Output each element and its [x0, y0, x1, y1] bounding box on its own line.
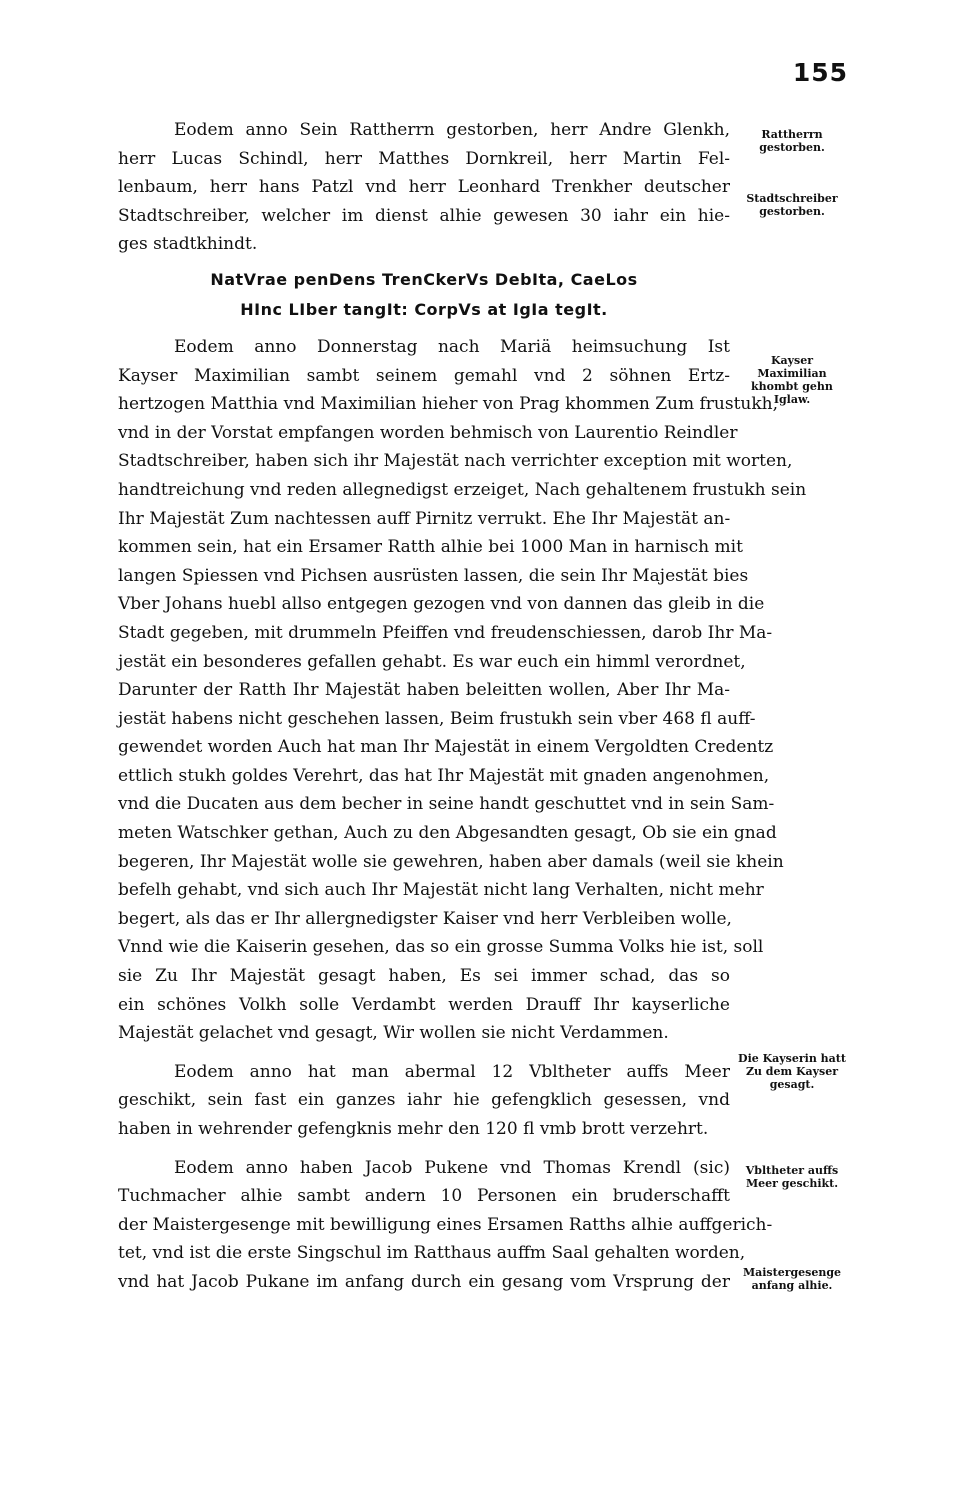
text-line: Eodem anno Donnerstag nach Mariä heimsuchung Ist [174, 336, 730, 357]
text-line: der Maistergesenge mit bewilligung eines Ersamen Ratths alhie auffgerich- [118, 1214, 773, 1235]
chronogram-line-2: HInc LIber tangIt: CorpVs at IgIa tegIt. [240, 299, 608, 319]
text-line: Vber Johans huebl allso entgegen gezogen vnd von dannen das gleib in die [118, 594, 765, 615]
text-line: befelh gehabt, vnd sich auch Ihr Majestät nicht lang Verhalten, nicht mehr [118, 880, 764, 901]
text-line: Stadtschreiber, haben sich ihr Majestät nach verrichter exception mit worten, [118, 451, 793, 472]
margin-note-empress: Die Kayserin hatt Zu dem Kayser gesagt. [738, 1052, 846, 1091]
text-line: begeren, Ihr Majestät wolle sie gewehren, haben aber damals (weil sie khein [118, 851, 784, 872]
text-line: vnd in der Vorstat empfangen worden behmisch von Laurentio Reindler [118, 422, 738, 443]
page-number: 155 [792, 58, 848, 87]
text-line: Kayser Maximilian sambt seinem gemahl vnd 2 söhnen Ertz- [118, 365, 730, 386]
text-line: Majestät gelachet vnd gesagt, Wir wollen sie nicht Verdammen. [118, 1023, 669, 1044]
margin-note-emperor: Kayser Maximilian khombt gehn Iglaw. [751, 354, 833, 406]
text-line: langen Spiessen vnd Pichsen ausrüsten lassen, die sein Ihr Majestät bies [118, 565, 749, 586]
paragraph-council-deaths [118, 116, 730, 259]
text-line: Darunter der Ratth Ihr Majestät haben beleitten wollen, Aber Ihr Ma- [118, 680, 730, 701]
text-line: begert, als das er Ihr allergnedigster Kaiser vnd herr Verbleiben wolle, [118, 908, 732, 929]
text-line: Vnnd wie die Kaiserin gesehen, das so ein grosse Summa Volks hie ist, soll [118, 937, 764, 958]
text-line: Stadt gegeben, mit drummeln Pfeiffen vnd freudenschiessen, darob Ihr Ma- [118, 622, 773, 643]
chronogram-line-1: NatVrae penDens TrenCkerVs DebIta, CaeLos [210, 269, 638, 289]
text-line: Ihr Majestät Zum nachtessen auff Pirnitz verrukt. Ehe Ihr Majestät an- [118, 508, 731, 529]
paragraph-evildoers [118, 1058, 730, 1144]
text-line: herr Lucas Schindl, herr Matthes Dornkreil, herr Martin Fel- [118, 148, 730, 169]
text-line: lenbaum, herr hans Patzl vnd herr Leonhard Trenkher deutscher [118, 177, 730, 198]
margin-note-council: Rattherrn gestorben. [759, 128, 825, 154]
text-line: Eodem anno Sein Rattherrn gestorben, herr Andre Glenkh, [174, 120, 730, 140]
text-line: Stadtschreiber, welcher im dienst alhie gewesen 30 iahr ein hie- [118, 205, 730, 226]
text-line: hertzogen Matthia vnd Maximilian hieher von Prag khommen Zum frustukh, [118, 394, 779, 415]
text-line: vnd hat Jacob Pukane im anfang durch ein gesang vom Vrsprung der [118, 1271, 730, 1292]
text-line: geschikt, sein fast ein ganzes iahr hie gefengklich gesessen, vnd [118, 1090, 730, 1111]
text-line: Eodem anno hat man abermal 12 Vbltheter auffs Meer [174, 1061, 730, 1082]
text-line: ein schönes Volkh solle Verdambt werden Drauff Ihr kayserliche [118, 994, 730, 1015]
text-line: ges stadtkhindt. [118, 234, 258, 255]
text-line: meten Watschker gethan, Auch zu den Abgesandten gesagt, Ob sie ein gnad [118, 823, 777, 844]
text-line: handtreichung vnd reden allegnedigst erzeiget, Nach gehaltenem frustukh sein [118, 479, 807, 500]
text-line: haben in wehrender gefengknis mehr den 120 fl vmb brott verzehrt. [118, 1119, 709, 1139]
text-line: gewendet worden Auch hat man Ihr Majestät in einem Vergoldten Credentz [118, 737, 774, 758]
text-line: tet, vnd ist die erste Singschul im Ratthaus auffm Saal gehalten worden, [118, 1243, 746, 1264]
margin-note-evildoers: Vbltheter auffs Meer geschikt. [745, 1164, 839, 1190]
margin-note-town-clerk: Stadtschreiber gestorben. [746, 192, 838, 218]
text-line: ettlich stukh goldes Verehrt, das hat Ihr Majestät mit gnaden angenohmen, [118, 765, 770, 786]
paragraph-mastersingers [118, 1154, 773, 1297]
margin-note-mastersingers: Maistergesenge anfang alhie. [742, 1266, 842, 1292]
text-line: jestät ein besonderes gefallen gehabt. Es war euch ein himml verordnet, [118, 651, 746, 672]
text-line: Eodem anno haben Jacob Pukene vnd Thomas Krendl (sic) [174, 1157, 730, 1178]
text-line: kommen sein, hat ein Ersamer Ratth alhie bei 1000 Man in harnisch mit [118, 537, 743, 558]
text-line: vnd die Ducaten aus dem becher in seine handt geschuttet vnd in sein Sam- [118, 794, 775, 815]
text-line: Tuchmacher alhie sambt andern 10 Personen ein bruderschafft [118, 1186, 730, 1207]
text-line: jestät habens nicht geschehen lassen, Beim frustukh sein vber 468 fl auff- [118, 708, 756, 729]
text-line: sie Zu Ihr Majestät gesagt haben, Es sei immer schad, das so [118, 966, 730, 987]
